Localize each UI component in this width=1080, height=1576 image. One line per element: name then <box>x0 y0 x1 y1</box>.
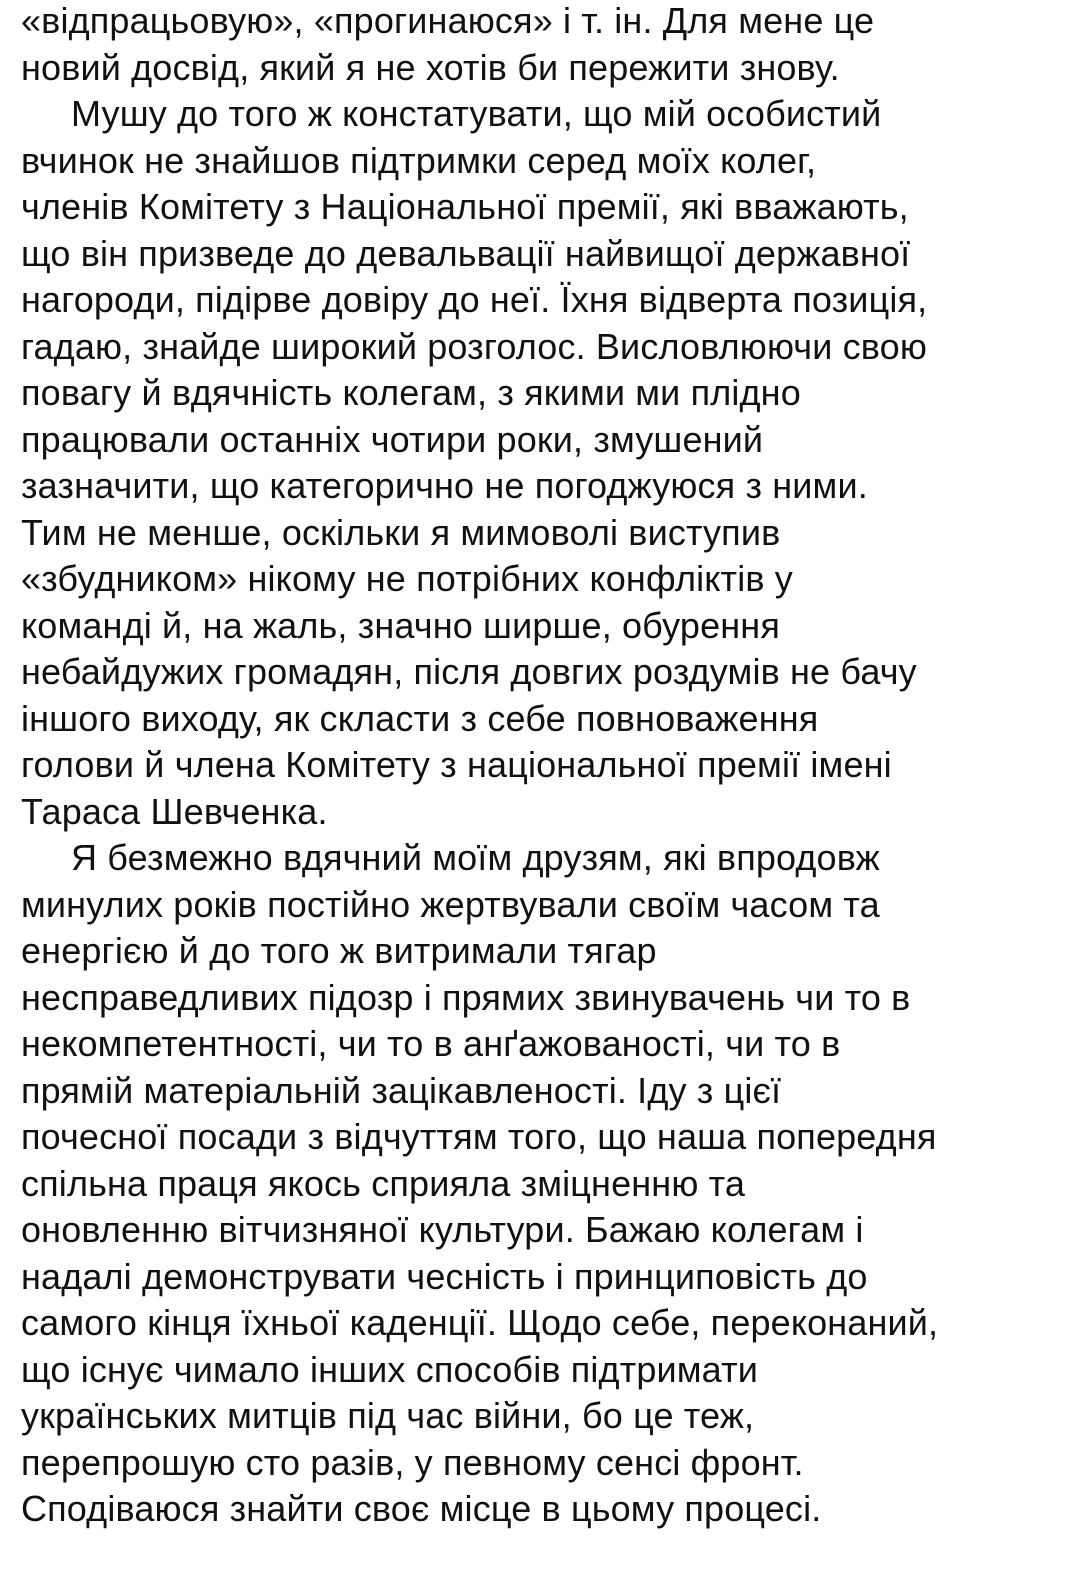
text-line: «збудником» нікому не потрібних конфліктів у <box>21 558 793 599</box>
text-line: надалі демонструвати чесність і принциповість до <box>21 1255 868 1297</box>
text-line: Мушу до того ж констатувати, що мій особистий <box>71 93 882 134</box>
text-line: команді й, на жаль, значно ширше, обурення <box>21 604 780 646</box>
text-line: що він призведе до девальвації найвищої державної <box>21 232 911 274</box>
text-line: що існує чимало інших способів підтримати <box>21 1348 758 1390</box>
text-line: енергією й до того ж витримали тягар <box>21 930 657 971</box>
text-line: працювали останніх чотири роки, змушений <box>21 418 764 460</box>
text-line: почесної посади з відчуттям того, що наша попередня <box>21 1116 937 1157</box>
text-line: перепрошую сто разів, у певному сенсі фронт. <box>21 1441 804 1483</box>
text-line: іншого виходу, як скласти з себе повноваження <box>21 697 819 739</box>
text-line: українських митців під час війни, бо це теж, <box>21 1395 755 1436</box>
paragraph-3 <box>21 835 1060 1533</box>
text-line: небайдужих громадян, після довгих роздумів не бачу <box>21 651 917 692</box>
text-line: голови й члена Комітету з національної премії імені <box>21 744 892 785</box>
paragraph-2 <box>21 91 1060 835</box>
text-line: нагороди, підірве довіру до неї. Їхня відверта позиція, <box>21 279 928 320</box>
text-line: членів Комітету з Національної премії, які вважають, <box>21 186 909 227</box>
text-line: спільна праця якось сприяла зміцненню та <box>21 1162 746 1204</box>
text-line: повагу й вдячність колегам, з якими ми плідно <box>21 372 801 413</box>
text-line: оновленню вітчизняної культури. Бажаю колегам і <box>21 1209 864 1250</box>
text-line: зазначити, що категорично не погоджуюся з ними. <box>21 465 868 506</box>
text-line: минулих років постійно жертвували своїм часом та <box>21 883 880 925</box>
text-line: Тараса Шевченка. <box>21 790 328 832</box>
text-line: некомпетентності, чи то в анґажованості, чи то в <box>21 1023 841 1064</box>
paragraph-1 <box>21 0 1060 91</box>
text-line: прямій матеріальній зацікавленості. Іду з цієї <box>21 1069 782 1111</box>
text-line: «відпрацьовую», «прогинаюся» і т. ін. Для мене це <box>21 0 875 41</box>
text-line: несправедливих підозр і прямих звинувачень чи то в <box>21 976 911 1018</box>
text-line: Я безмежно вдячний моїм друзям, які впродовж <box>71 837 880 878</box>
text-line: самого кінця їхньої каденції. Щодо себе, переконаний, <box>21 1302 939 1343</box>
text-line: новий досвід, який я не хотів би пережити знову. <box>21 46 840 88</box>
text-line: Тим не менше, оскільки я мимоволі виступив <box>21 511 781 553</box>
text-line: гадаю, знайде широкий розголос. Висловлюючи свою <box>21 325 927 367</box>
text-line: вчинок не знайшов підтримки серед моїх колег, <box>21 139 817 181</box>
text-line: Сподіваюся знайти своє місце в цьому процесі. <box>21 1488 822 1529</box>
